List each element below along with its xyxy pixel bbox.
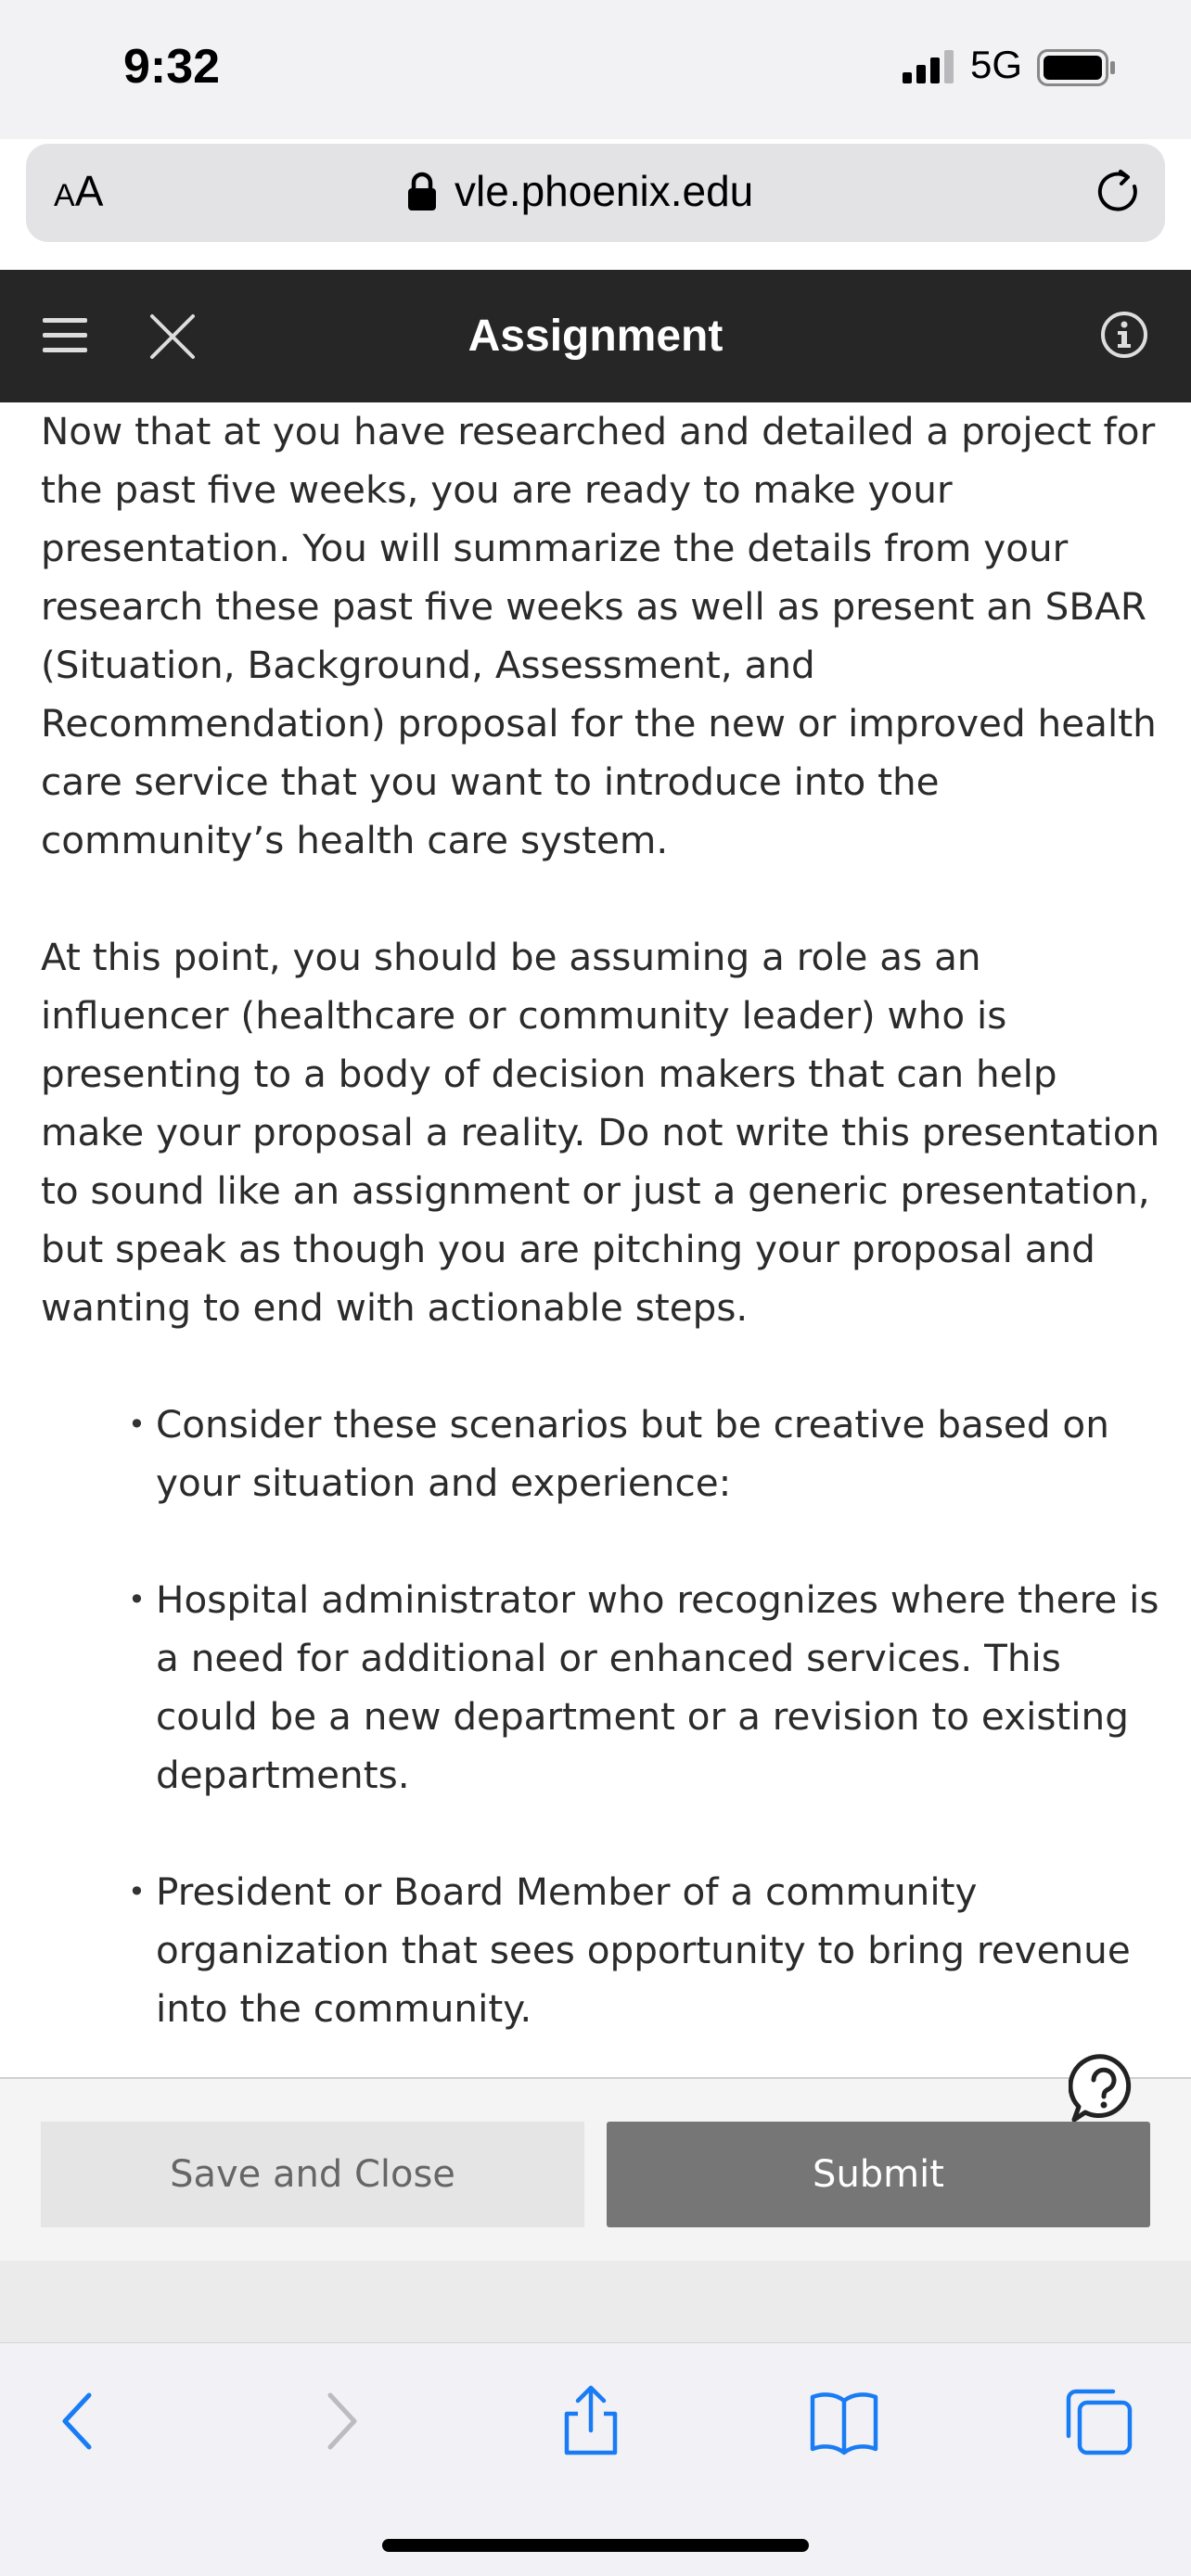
save-and-close-button[interactable]: Save and Close — [41, 2122, 584, 2227]
status-time: 9:32 — [123, 40, 221, 94]
list-item: • President or Board Member of a community organization that sees opportunity to bring revenue into the community. — [156, 1863, 1163, 2038]
paragraph-intro: Now that at you have researched and detailed a project for the past five weeks, you are ready to make your presentation. You will summarize the details from your research these past five weeks as well as present an SBAR (Situation, Background, Assessment, and Recommendation) proposal for the new or improved health care service that you want to introduce into the community’s health care system. — [41, 409, 1157, 862]
text-size-button[interactable]: AA — [54, 167, 104, 215]
share-icon[interactable] — [554, 2384, 628, 2458]
page-title: Assignment — [467, 312, 724, 361]
home-indicator — [382, 2539, 809, 2552]
url-text[interactable]: vle.phoenix.edu — [455, 167, 754, 215]
signal-icon — [903, 50, 958, 83]
app-header — [0, 270, 1191, 402]
help-icon[interactable] — [1069, 2053, 1139, 2123]
back-icon[interactable] — [43, 2384, 117, 2458]
info-icon[interactable] — [1100, 311, 1148, 359]
list-item: • Hospital administrator who recognizes where there is a need for additional or enhanced services. This could be a new department or a revision to existing departments. — [156, 1571, 1163, 1804]
lock-icon — [406, 172, 438, 212]
scenario-list — [41, 1396, 1163, 2038]
submit-button[interactable]: Submit — [607, 2122, 1150, 2227]
tabs-icon[interactable] — [1061, 2384, 1135, 2458]
battery-icon — [1037, 49, 1117, 86]
assignment-content — [41, 402, 1163, 2075]
reload-icon[interactable] — [1095, 168, 1145, 218]
bookmarks-icon[interactable] — [807, 2384, 881, 2458]
paragraph-role: At this point, you should be assuming a role as an influencer (healthcare or community leader) who is presenting to a body of decision makers that can help make your proposal a reality. Do not write this presentation to sound like an assignment or just a generic presentation, but speak as though you are pitching your proposal and wanting to end with actionable steps. — [41, 935, 1160, 1330]
network-label: 5G — [970, 43, 1023, 86]
list-item: • Consider these scenarios but be creative based on your situation and experience: — [156, 1396, 1163, 1512]
address-bar[interactable] — [26, 144, 1165, 242]
forward-icon[interactable] — [302, 2384, 377, 2458]
bottom-spacer — [0, 2261, 1191, 2342]
status-bar — [0, 0, 1191, 139]
